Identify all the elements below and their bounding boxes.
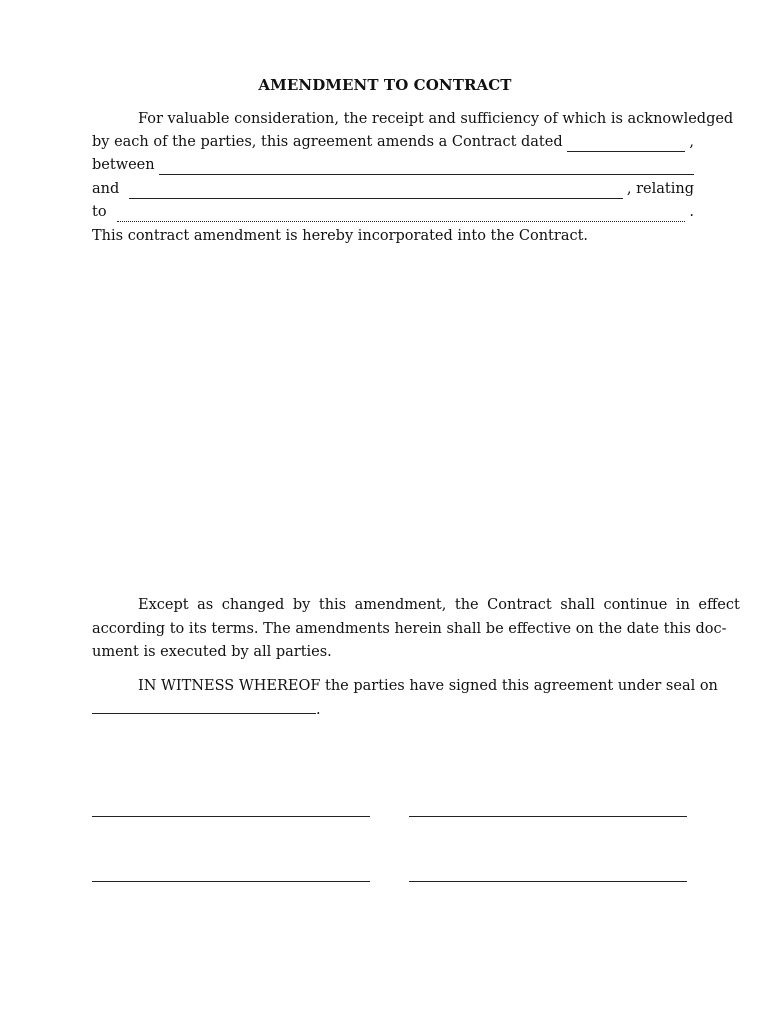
period: . <box>689 204 694 220</box>
p1-line-1: For valuable consideration, the receipt and sufficiency of which is acknowledged <box>138 111 734 127</box>
to-label: to <box>92 204 107 220</box>
signature-line-3[interactable] <box>92 881 370 882</box>
p2-word: effect <box>698 597 740 613</box>
p2-word: the <box>454 597 479 613</box>
party-1-blank[interactable] <box>159 161 694 175</box>
p1-line-3 <box>92 155 694 175</box>
p1-line-4 <box>92 179 694 199</box>
p2-word: this <box>318 597 347 613</box>
subject-blank[interactable] <box>117 208 686 222</box>
signature-line-4[interactable] <box>409 881 687 882</box>
between-label: between <box>92 157 155 173</box>
p2-line-2: according to its terms. The amendments herein shall be effective on the date this doc- <box>92 621 727 637</box>
signature-line-2[interactable] <box>409 816 687 817</box>
p1-line-6: This contract amendment is hereby incorporated into the Contract. <box>92 228 589 244</box>
p2-word: as <box>197 597 214 613</box>
page-title: AMENDMENT TO CONTRACT <box>258 76 512 94</box>
p3-line-2 <box>92 700 694 720</box>
p2-word: Contract <box>487 597 552 613</box>
comma: , <box>689 134 694 150</box>
amendment-body-area[interactable] <box>92 255 694 585</box>
p3-line-1: IN WITNESS WHEREOF the parties have signed this agreement under seal on <box>138 678 718 694</box>
p1-line-5 <box>92 202 694 222</box>
p1-line-2-text: by each of the parties, this agreement amends a Contract dated <box>92 134 563 150</box>
p2-word: continue <box>603 597 668 613</box>
and-label: and <box>92 181 120 197</box>
p2-word: changed <box>221 597 285 613</box>
period: . <box>316 702 321 718</box>
signature-line-1[interactable] <box>92 816 370 817</box>
p2-line-3: ument is executed by all parties. <box>92 644 332 660</box>
signing-date-blank[interactable] <box>92 700 316 714</box>
contract-date-blank[interactable] <box>567 138 686 152</box>
p2-word: shall <box>560 597 595 613</box>
p2-word: amendment, <box>354 597 447 613</box>
party-2-blank[interactable] <box>129 185 623 199</box>
p2-word: in <box>675 597 690 613</box>
p1-line-2 <box>92 132 694 152</box>
relating-label: , relating <box>626 181 694 197</box>
p2-line-1 <box>92 595 740 615</box>
p2-word: Except <box>138 597 189 613</box>
p2-word: by <box>292 597 311 613</box>
